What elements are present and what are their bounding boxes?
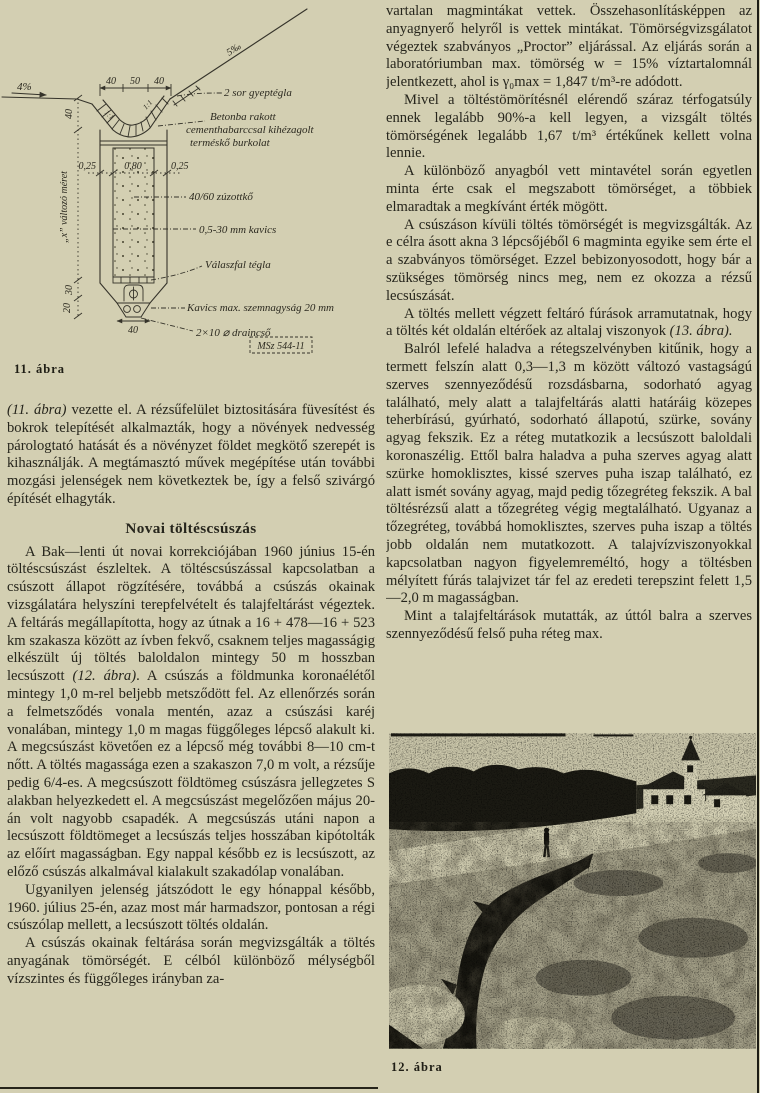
paragraph: Ugyanilyen jelenség játszódott le egy hónappal később, 1960. július 25-én, azaz most már harmadszor, pontosan a régi csúszólap mellett, a lecsúszott töltés oldalán. [7,881,375,934]
label-facing-3: terméskő burkolat [190,137,270,149]
label-dim-40r: 40 [154,76,164,87]
paragraph: Mint a talajfeltárások mutatták, az úttól balra a szerves szennyeződésű felső puha réteg max. [386,608,752,642]
label-slope-1-1-left: 1:1 [102,107,117,122]
label-facing-1: Betonba rakott [210,111,276,123]
page-bottom-rule [0,1087,378,1089]
page-edge-line-right [757,0,759,1093]
label-dim-left-40: 40 [64,109,75,119]
figure-ref-12: (12. ábra) [72,668,137,685]
label-dim-variable: „x” változó méret [59,171,70,243]
paragraph: A csúszáson kívüli töltés tömörségét is megvizsgálták. Az e célra ásott akna 3 lépcsőjéből 6 magminta egyike sem érte el a szabványos tömörséget. Ezzel bebizonyosodott, hogy bár a szükséges tömörség nincs meg, nem ez okozza a rézsű lecsúszását. [386,216,752,304]
label-slope-4pct: 4% [17,81,32,93]
figure-11-caption: 11. ábra [14,362,66,376]
leader-brick [151,266,202,280]
figure-12-caption: 12. ábra [391,1060,443,1074]
right-column [386,3,752,729]
figure-11-drain-diagram [0,0,375,358]
figure-ref-11: (11. ábra) [7,402,67,418]
label-partition-brick: Válaszfal tégla [205,259,271,271]
label-facing-2: cementhabarccsal kihézagolt [186,124,314,136]
paragraph: Mivel a töltéstömörítésnél elérendő száraz térfogatsúly ennek legalább 90%-a kell legyen, a vizsgált töltés tömörségének legalább 1,67 t/m³ értékűnek kellett volna lennie. [386,91,752,162]
label-dim-left-20: 20 [62,303,73,313]
paragraph-text: A töltés mellett végzett feltáró fúrások arramutatnak, hogy a töltés két oldalán eltérőek az altalaj viszonyok [386,305,752,340]
figure-ref-13: (13. ábra). [669,323,733,340]
label-slope-1-1-right: 1:1 [140,97,155,112]
label-standard-number: MSz 544-11 [257,341,305,352]
label-drain-pipes: 2×10 ⌀ draincső [196,327,271,339]
paragraph [386,306,752,342]
drain-pipe-right [134,306,141,313]
left-column [7,402,375,1086]
label-crushed-stone: 40/60 zúzottkő [189,191,253,203]
paragraph: A csúszás okainak feltárása során megvizsgálták a töltés anyagának tömörségét. E célból különböző mélységből vízszintes és függőleges irányban za- [7,935,375,987]
label-gravel-max: Kavics max. szemnagyság 20 mm [187,302,334,314]
label-gravel: 0,5-30 mm kavics [199,224,277,236]
photo-texture-grain [389,733,756,1048]
paragraph-text: . A csúszás a földmunka koronaélétől mintegy 1,0 m-rel beljebb metsződött fel. Az ellenőrzés során a felmetsződés vonala mentén, azaz a csúszási karéj vonalában, mintegy 1,0 m magas függőleges lépcső alakult ki. A megcsúszást követően ez a lépcső még további 8—10 cm-t nőtt. A töltés magassága ezen a szakaszon 7,0 m volt, a rézsűje pedig 6/4-es. A megcsúszott földtömeg csúszásra jellegzetes S alakban helyezkedett el. A megcsúszást megelőzően május 20-án volt nagyobb csapadék. A megcsúszás utáni napon a lecsúszott földtömeget a lecsúszás teljes hosszában kipótolták az előírt magasságban. Egy nappal később ez is lecsúszott, az előző csúszás alkalmával kialakult szakadólap vonalában. [7,668,375,880]
label-grass-sod: 2 sor gyeptégla [224,87,292,99]
section-heading: Novai töltéscsúszás [125,519,257,537]
paragraph-text: vezette el. A rézsűfelület biztositására füvesítést és bokrok telepítését alkalmazták, hogy a növények nedvesség párologtató hatását és a növényzet földet megkötő szerepét is kihasználják. A megtámasztó művek megépítése után további mozgási jelenségek nem következtek be, így a felső szivárgó építését elhagyták. [7,402,375,507]
photo-scene [389,733,756,1049]
paragraph-continuation [7,402,375,509]
slope-arrow-4pct [12,93,46,95]
label-dim-bottom-40: 40 [128,325,138,336]
label-dim-left-30: 30 [64,285,75,295]
leader-grass [177,93,222,96]
label-dim-025-left: 0,25 [78,161,96,172]
figure-12-photo [389,733,756,1049]
paragraph [7,544,375,882]
drain-pipe-left [124,306,131,313]
paragraph-continuation: vartalan magmintákat vettek. Összehasonlításképpen az anyagnyerő helyről is vettek mintákat. Tömörségvizsgálatot végeztek szabványos „Proctor” eljárással. Az eljárás során a laboratóriumban max. tömörség w = 15% víztartalomnál jelentkezett, ahol is γ₀max = 1,847 t/m³-re adódott. [386,3,752,91]
paragraph-text: A Bak—lenti út novai korrekciójában 1960 június 15-én töltéscsúszást észleltek. A töltéscsúszással kapcsolatban a csúszott állapot rögzítésére, továbbá a csúszás okainak vizsgálatára helyszíni terepfelvételt és talajfeltárást végeztek. A feltárás megállapította, hogy az útnak a 16 + 478—16 + 523 km szakasza között az ívben fekvő, csaknem teljes magasságig elkészült új töltés baloldalon mintegy 50 m hosszban lecsúszott [7,543,375,685]
paragraph: Balról lefelé haladva a rétegszelvényben kitűnik, hogy a termett felszín alatt 0,3—1,3 m között változó vastagságú szerves szennyeződésű rozsdásbarna, sodorható agyag található, mely alatt a talajfeltárás alatti határáig közepes teherbírású, gyúrható, sodorható állapotú, szürke, sovány agyag fekszik. Ez a réteg mutatkozik a lecsúszott baloldali koronaszélig. Ettől balra haladva a puha szerves agyag alatt szürke homoklisztes, kissé szerves puha iszap található, ez alatt ismét sovány agyag, majd pedig tőzegréteg fekszik. A bal töltésrézsű alatt a tőzegréteg végig megtalálható. Ugyanaz a tőzegréteg, továbbá homoklisztes, szerves puha iszap a töltés jobb oldalán nem mutatkozott. A talajvízviszonyokkal kapcsolatban nagyon figyelemreméltó, hogy a töltésben mélyített fúrás talajvizet tár fel az eredeti terepszint felett 1,5—2,0 m magasságban. [386,341,752,607]
label-dim-080: 0,80 [124,161,142,172]
label-dim-025-right: 0,25 [171,161,189,172]
label-slope-5promille: 5‰ [224,41,244,59]
label-dim-40l: 40 [106,76,116,87]
v-channel-outer [92,99,170,137]
label-dim-50: 50 [130,76,140,87]
paragraph: A különböző anyagból vett mintavétel során egyetlen minta érte csak el megszabott tömörséget, a többiek elmaradtak a megkívánt érték mögött. [386,163,752,215]
leader-drains [141,318,193,331]
embankment-slope-line [170,9,307,99]
